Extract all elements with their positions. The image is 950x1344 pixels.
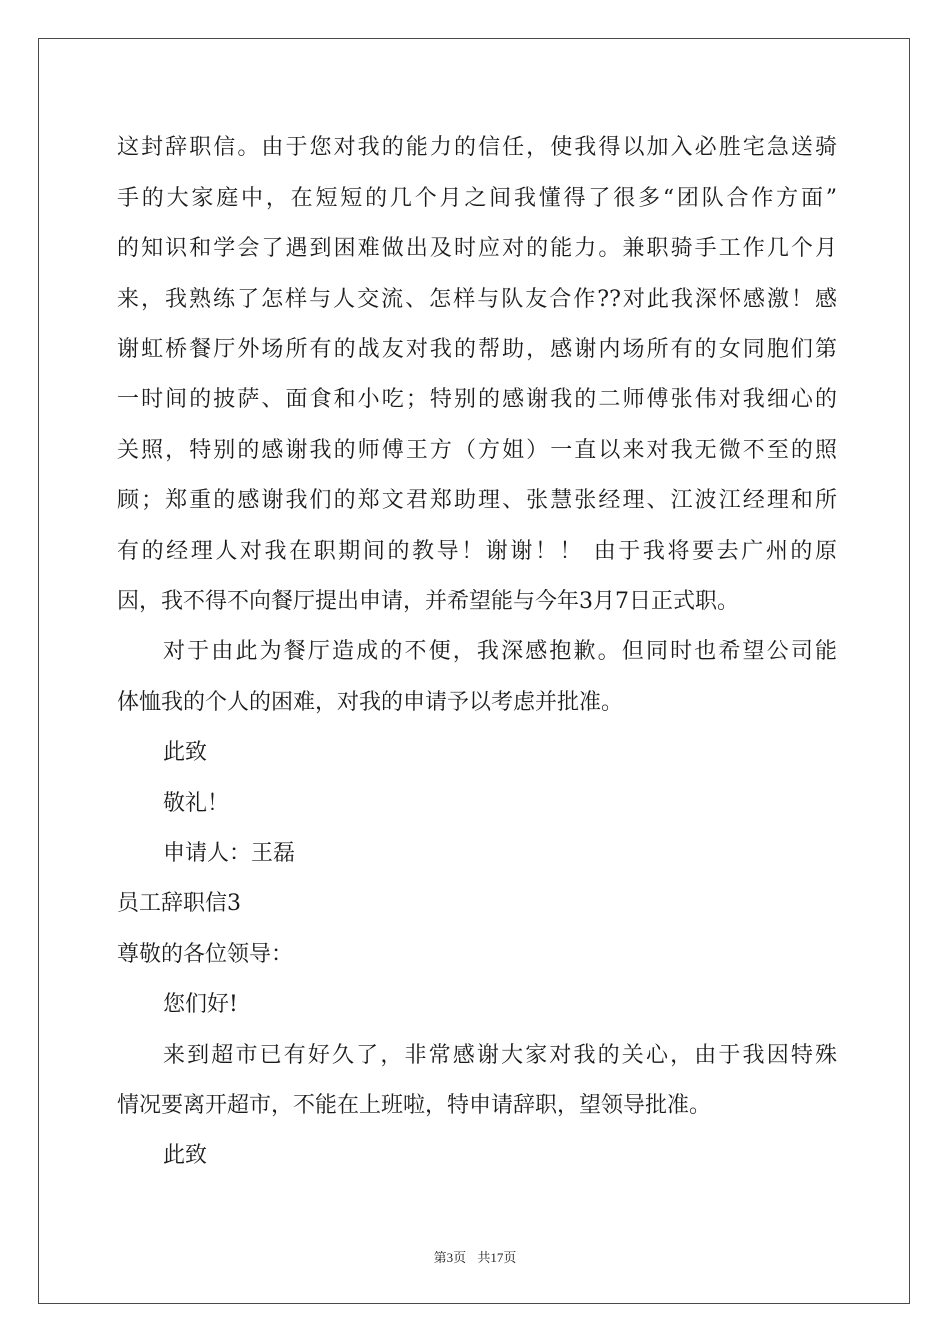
paragraph-line: 体恤我的个人的困难，对我的申请予以考虑并批准。: [117, 690, 624, 715]
body-line: 的知识和学会了遇到困难做出及时应对的能力。兼职骑手工作几个月: [117, 236, 837, 261]
paragraph-line: 对于由此为餐厅造成的不便，我深感抱歉。但同时也希望公司能: [163, 639, 837, 664]
page-footer: [0, 1247, 950, 1266]
body-line: 关照，特别的感谢我的师傅王方（方姐）一直以来对我无微不至的照: [117, 438, 837, 463]
body-line: 因，我不得不向餐厅提出申请，并希望能与今年3月7日正式职。: [117, 589, 739, 614]
salute-text: 敬礼！: [163, 791, 230, 816]
hello-text: 您们好!: [163, 992, 238, 1017]
body-line: 这封辞职信。由于您对我的能力的信任，使我得以加入必胜宅急送骑: [117, 135, 837, 160]
greeting-text: 尊敬的各位领导：: [117, 942, 294, 967]
applicant-text: 申请人：王磊: [163, 841, 296, 866]
body-line: 顾；郑重的感谢我们的郑文君郑助理、张慧张经理、江波江经理和所: [117, 488, 837, 513]
section-title: 员工辞职信3: [117, 891, 241, 916]
page-number: 第3页: [433, 1250, 467, 1265]
closing-text: 此致: [163, 740, 208, 765]
paragraph-line: 情况要离开超市，不能在上班啦，特申请辞职，望领导批准。: [117, 1093, 712, 1118]
page-total: 共17页: [477, 1250, 517, 1265]
closing-text: 此致: [163, 1143, 208, 1168]
body-line: 一时间的披萨、面食和小吃；特别的感谢我的二师傅张伟对我细心的: [117, 387, 837, 412]
body-line: 手的大家庭中，在短短的几个月之间我懂得了很多“团队合作方面”: [117, 186, 837, 211]
body-line: 有的经理人对我在职期间的教导！谢谢！！ 由于我将要去广州的原: [117, 539, 837, 564]
paragraph-line: 来到超市已有好久了，非常感谢大家对我的关心，由于我因特殊: [163, 1043, 837, 1068]
body-line: 谢虹桥餐厅外场所有的战友对我的帮助，感谢内场所有的女同胞们第: [117, 337, 837, 362]
body-line: 来，我熟练了怎样与人交流、怎样与队友合作??对此我深怀感激！感: [117, 287, 837, 312]
